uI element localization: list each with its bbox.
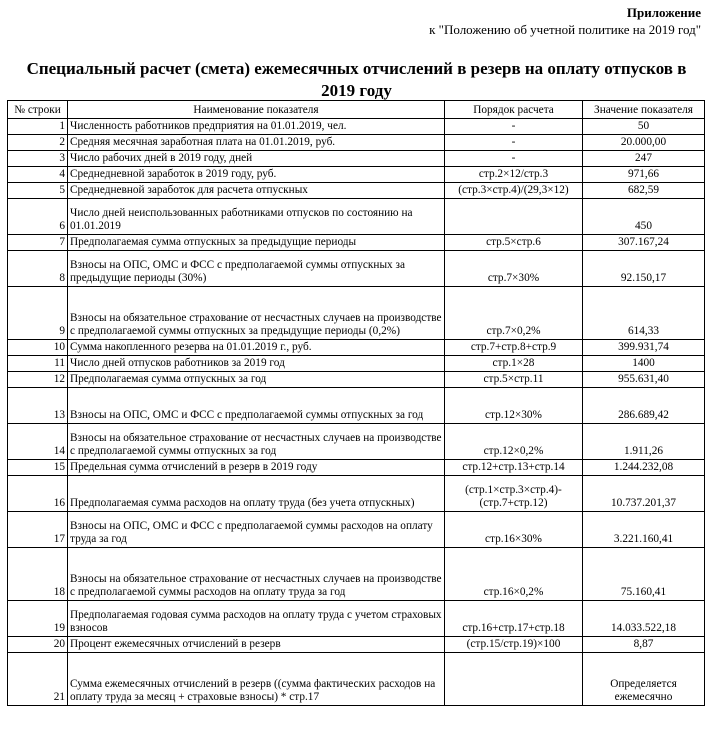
row-number-cell: 3: [8, 151, 68, 167]
calculation-order-cell: стр.12×30%: [445, 388, 583, 424]
appendix-header: [301, 4, 701, 38]
document-title-line1: Специальный расчет (смета) ежемесячных отчислений в резерв на оплату отпусков в: [26, 59, 687, 78]
indicator-value-cell: 14.033.522,18: [583, 601, 705, 637]
table-row: [8, 424, 705, 460]
table-row: [8, 601, 705, 637]
indicator-name-cell: Предполагаемая годовая сумма расходов на оплату труда с учетом страховых взносов: [68, 601, 445, 637]
calculation-order-cell: стр.12×0,2%: [445, 424, 583, 460]
indicator-name-cell: Процент ежемесячных отчислений в резерв: [68, 637, 445, 653]
indicator-value-cell: 971,66: [583, 167, 705, 183]
calculation-order-cell: стр.12+стр.13+стр.14: [445, 460, 583, 476]
calculation-order-cell: стр.16×30%: [445, 512, 583, 548]
indicator-name-cell: Средняя месячная заработная плата на 01.01.2019, руб.: [68, 135, 445, 151]
document-title: [8, 58, 705, 102]
indicator-name-cell: Предполагаемая сумма отпускных за предыдущие периоды: [68, 235, 445, 251]
calculation-order-cell: стр.5×стр.11: [445, 372, 583, 388]
table-row: [8, 356, 705, 372]
table-row: [8, 340, 705, 356]
header-indicator-name: Наименование показателя: [68, 101, 445, 119]
table-header-row: [8, 101, 705, 119]
indicator-name-cell: Взносы на обязательное страхование от несчастных случаев на производстве с предполагаемой суммы расходов на оплату труда за год: [68, 548, 445, 601]
indicator-value-cell: 614,33: [583, 287, 705, 340]
table-row: [8, 637, 705, 653]
table-row: [8, 287, 705, 340]
table-row: [8, 183, 705, 199]
indicator-value-cell: 20.000,00: [583, 135, 705, 151]
calculation-order-cell: стр.7×30%: [445, 251, 583, 287]
table-row: [8, 460, 705, 476]
indicator-value-cell: 1.244.232,08: [583, 460, 705, 476]
indicator-value-cell: 8,87: [583, 637, 705, 653]
indicator-name-cell: Взносы на обязательное страхование от несчастных случаев на производстве с предполагаемой суммы отпускных за год: [68, 424, 445, 460]
calculation-order-cell: (стр.1×стр.3×стр.4)-(стр.7+стр.12): [445, 476, 583, 512]
indicator-name-cell: Взносы на ОПС, ОМС и ФСС с предполагаемой суммы отпускных за предыдущие периоды (30%): [68, 251, 445, 287]
indicator-value-cell: 1400: [583, 356, 705, 372]
indicator-name-cell: Среднедневной заработок для расчета отпускных: [68, 183, 445, 199]
appendix-title: Приложение: [626, 5, 701, 20]
table-body: [8, 119, 705, 706]
indicator-value-cell: 247: [583, 151, 705, 167]
indicator-value-cell: 92.150,17: [583, 251, 705, 287]
table-row: [8, 548, 705, 601]
indicator-name-cell: Число дней неиспользованных работниками отпусков по состоянию на 01.01.2019: [68, 199, 445, 235]
header-indicator-value: Значение показателя: [583, 101, 705, 119]
row-number-cell: 15: [8, 460, 68, 476]
header-row-number: № строки: [8, 101, 68, 119]
indicator-name-cell: Взносы на ОПС, ОМС и ФСС с предполагаемой суммы отпускных за год: [68, 388, 445, 424]
row-number-cell: 10: [8, 340, 68, 356]
indicator-name-cell: Численность работников предприятия на 01.01.2019, чел.: [68, 119, 445, 135]
calculation-order-cell: стр.1×28: [445, 356, 583, 372]
row-number-cell: 20: [8, 637, 68, 653]
calculation-order-cell: [445, 199, 583, 235]
indicator-name-cell: Среднедневной заработок в 2019 году, руб.: [68, 167, 445, 183]
indicator-value-cell: 286.689,42: [583, 388, 705, 424]
indicator-value-cell: 3.221.160,41: [583, 512, 705, 548]
indicator-name-cell: Предельная сумма отчислений в резерв в 2019 году: [68, 460, 445, 476]
table-row: [8, 167, 705, 183]
table-row: [8, 235, 705, 251]
table-row: [8, 512, 705, 548]
indicator-name-cell: Предполагаемая сумма отпускных за год: [68, 372, 445, 388]
calculation-order-cell: (стр.15/стр.19)×100: [445, 637, 583, 653]
header-calculation-order: Порядок расчета: [445, 101, 583, 119]
row-number-cell: 1: [8, 119, 68, 135]
table-row: [8, 135, 705, 151]
indicator-name-cell: Предполагаемая сумма расходов на оплату труда (без учета отпускных): [68, 476, 445, 512]
row-number-cell: 19: [8, 601, 68, 637]
indicator-value-cell: 307.167,24: [583, 235, 705, 251]
indicator-name-cell: Число дней отпусков работников за 2019 год: [68, 356, 445, 372]
calculation-order-cell: стр.2×12/стр.3: [445, 167, 583, 183]
row-number-cell: 13: [8, 388, 68, 424]
row-number-cell: 9: [8, 287, 68, 340]
calculation-order-cell: стр.7×0,2%: [445, 287, 583, 340]
indicator-value-cell: 75.160,41: [583, 548, 705, 601]
calculation-order-cell: -: [445, 151, 583, 167]
row-number-cell: 7: [8, 235, 68, 251]
table-row: [8, 119, 705, 135]
row-number-cell: 2: [8, 135, 68, 151]
calculation-order-cell: -: [445, 119, 583, 135]
calculation-order-cell: стр.16+стр.17+стр.18: [445, 601, 583, 637]
calculation-table: [7, 100, 705, 706]
calculation-order-cell: -: [445, 135, 583, 151]
table-row: [8, 476, 705, 512]
table-row: [8, 199, 705, 235]
indicator-value-cell: 399.931,74: [583, 340, 705, 356]
indicator-name-cell: Сумма ежемесячных отчислений в резерв ((сумма фактических расходов на оплату труда за месяц + страховые взносы) * стр.17: [68, 653, 445, 706]
calculation-order-cell: стр.7+стр.8+стр.9: [445, 340, 583, 356]
table-row: [8, 251, 705, 287]
row-number-cell: 18: [8, 548, 68, 601]
table-row: [8, 388, 705, 424]
indicator-name-cell: Взносы на ОПС, ОМС и ФСС с предполагаемой суммы расходов на оплату труда за год: [68, 512, 445, 548]
table-row: [8, 372, 705, 388]
indicator-value-cell: 682,59: [583, 183, 705, 199]
indicator-value-cell: Определяется ежемесячно: [583, 653, 705, 706]
indicator-name-cell: Число рабочих дней в 2019 году, дней: [68, 151, 445, 167]
row-number-cell: 17: [8, 512, 68, 548]
document-title-line2: 2019 году: [321, 81, 392, 100]
table-row: [8, 151, 705, 167]
calculation-order-cell: (стр.3×стр.4)/(29,3×12): [445, 183, 583, 199]
calculation-order-cell: стр.16×0,2%: [445, 548, 583, 601]
appendix-subtitle: к "Положению об учетной политике на 2019 год": [429, 22, 701, 37]
indicator-name-cell: Взносы на обязательное страхование от несчастных случаев на производстве с предполагаемой суммы отпускных за предыдущие периоды (0,2%): [68, 287, 445, 340]
indicator-value-cell: 50: [583, 119, 705, 135]
indicator-value-cell: 10.737.201,37: [583, 476, 705, 512]
row-number-cell: 11: [8, 356, 68, 372]
calculation-order-cell: [445, 653, 583, 706]
row-number-cell: 6: [8, 199, 68, 235]
row-number-cell: 5: [8, 183, 68, 199]
row-number-cell: 8: [8, 251, 68, 287]
indicator-value-cell: 1.911,26: [583, 424, 705, 460]
calculation-order-cell: стр.5×стр.6: [445, 235, 583, 251]
indicator-name-cell: Сумма накопленного резерва на 01.01.2019 г., руб.: [68, 340, 445, 356]
row-number-cell: 4: [8, 167, 68, 183]
indicator-value-cell: 955.631,40: [583, 372, 705, 388]
row-number-cell: 21: [8, 653, 68, 706]
row-number-cell: 14: [8, 424, 68, 460]
indicator-value-cell: 450: [583, 199, 705, 235]
table-row: [8, 653, 705, 706]
row-number-cell: 16: [8, 476, 68, 512]
row-number-cell: 12: [8, 372, 68, 388]
